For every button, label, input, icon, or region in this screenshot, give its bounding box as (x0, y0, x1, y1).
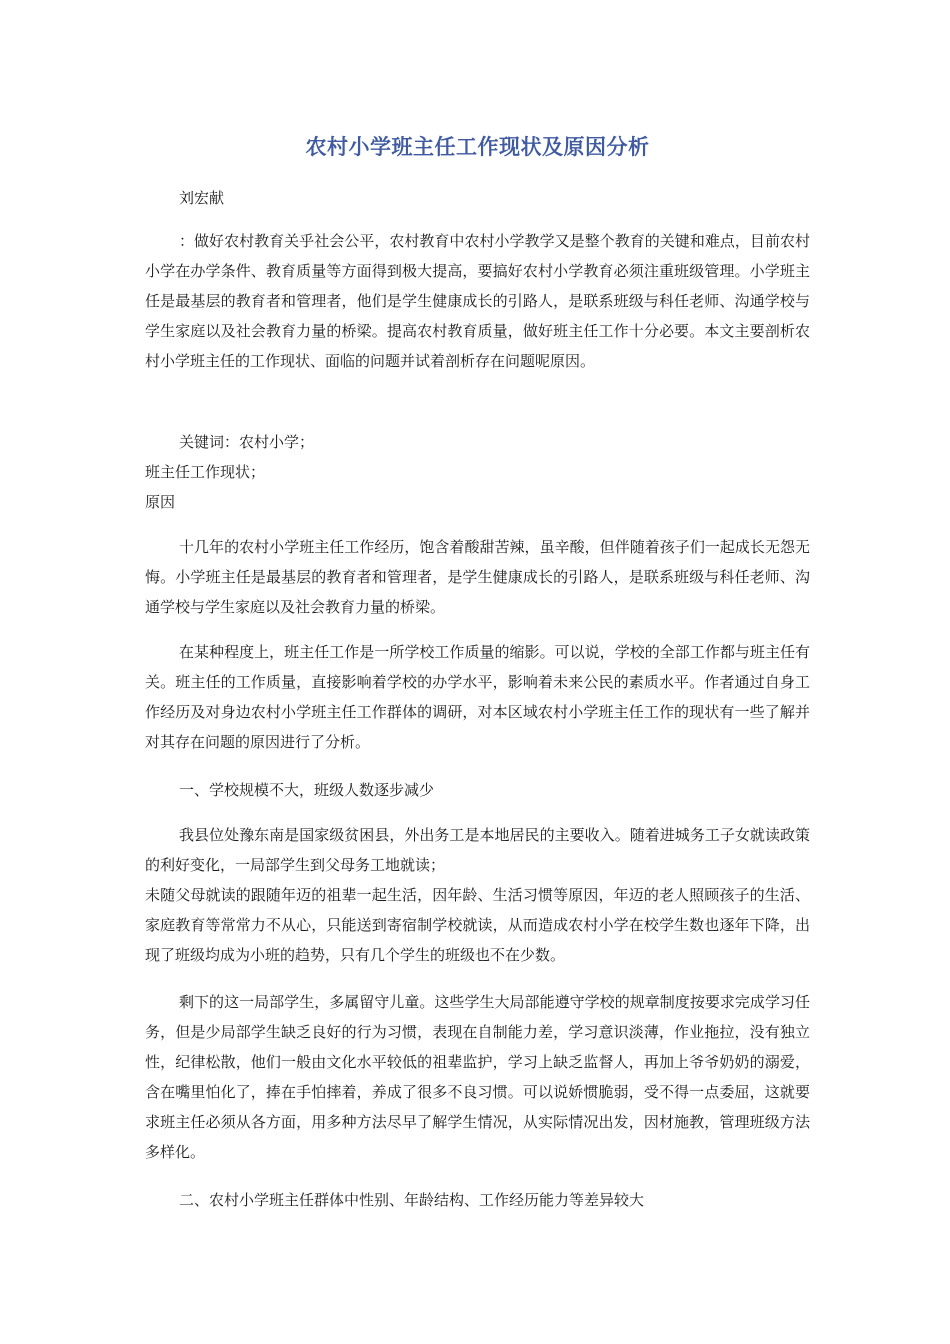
section-heading-2: 二、农村小学班主任群体中性别、年龄结构、工作经历能力等差异较大 (179, 1191, 645, 1209)
keywords-line-1: 关键词：农村小学； (179, 433, 315, 451)
body-paragraph-3a: 我县位处豫东南是国家级贫困县，外出务工是本地居民的主要收入。随着进城务工子女就读政策的利好变化，一局部学生到父母务工地就读； (145, 826, 810, 874)
document-title: 农村小学班主任工作现状及原因分析 (305, 135, 650, 159)
abstract-paragraph: ：做好农村教育关乎社会公平，农村教育中农村小学教学又是整个教育的关键和难点，目前农村小学在办学条件、教育质量等方面得到极大提高，要搞好农村小学教育必须注重班级管理。小学班主任是最基层的教育者和管理者，他们是学生健康成长的引路人，是联系班级与科任老师、沟通学校与学生家庭以及社会教育力量的桥梁。提高农村教育质量，做好班主任工作十分必要。本文主要剖析农村小学班主任的工作现状、面临的问题并试着剖析存在问题呢原因。 (145, 232, 810, 370)
author-name: 刘宏献 (179, 189, 225, 207)
body-paragraph-2: 在某种程度上，班主任工作是一所学校工作质量的缩影。可以说，学校的全部工作都与班主任有关。班主任的工作质量，直接影响着学校的办学水平，影响着未来公民的素质水平。作者通过自身工作经历及对身边农村小学班主任工作群体的调研，对本区域农村小学班主任工作的现状有一些了解并对其存在问题的原因进行了分析。 (145, 643, 810, 751)
body-paragraph-1: 十几年的农村小学班主任工作经历，饱含着酸甜苦辣，虽辛酸，但伴随着孩子们一起成长无怨无悔。小学班主任是最基层的教育者和管理者，是学生健康成长的引路人，是联系班级与科任老师、沟通学校与学生家庭以及社会教育力量的桥梁。 (145, 538, 810, 616)
body-paragraph-3b: 未随父母就读的跟随年迈的祖辈一起生活，因年龄、生活习惯等原因，年迈的老人照顾孩子的生活、家庭教育等常常力不从心，只能送到寄宿制学校就读，从而造成农村小学在校学生数也逐年下降，出现了班级均成为小班的趋势，只有几个学生的班级也不在少数。 (145, 886, 810, 964)
body-paragraph-4: 剩下的这一局部学生，多属留守儿童。这些学生大局部能遵守学校的规章制度按要求完成学习任务，但是少局部学生缺乏良好的行为习惯，表现在自制能力差，学习意识淡薄，作业拖拉，没有独立性，纪律松散，他们一般由文化水平较低的祖辈监护，学习上缺乏监督人，再加上爷爷奶奶的溺爱，含在嘴里怕化了，捧在手怕摔着，养成了很多不良习惯。可以说娇惯脆弱，受不得一点委屈，这就要求班主任必须从各方面，用多种方法尽早了解学生情况，从实际情况出发，因材施教，管理班级方法多样化。 (145, 993, 810, 1161)
section-heading-1: 一、学校规模不大，班级人数逐步减少 (179, 781, 435, 799)
keywords-line-2: 班主任工作现状； (145, 463, 266, 481)
keywords-line-3: 原因 (145, 493, 176, 511)
